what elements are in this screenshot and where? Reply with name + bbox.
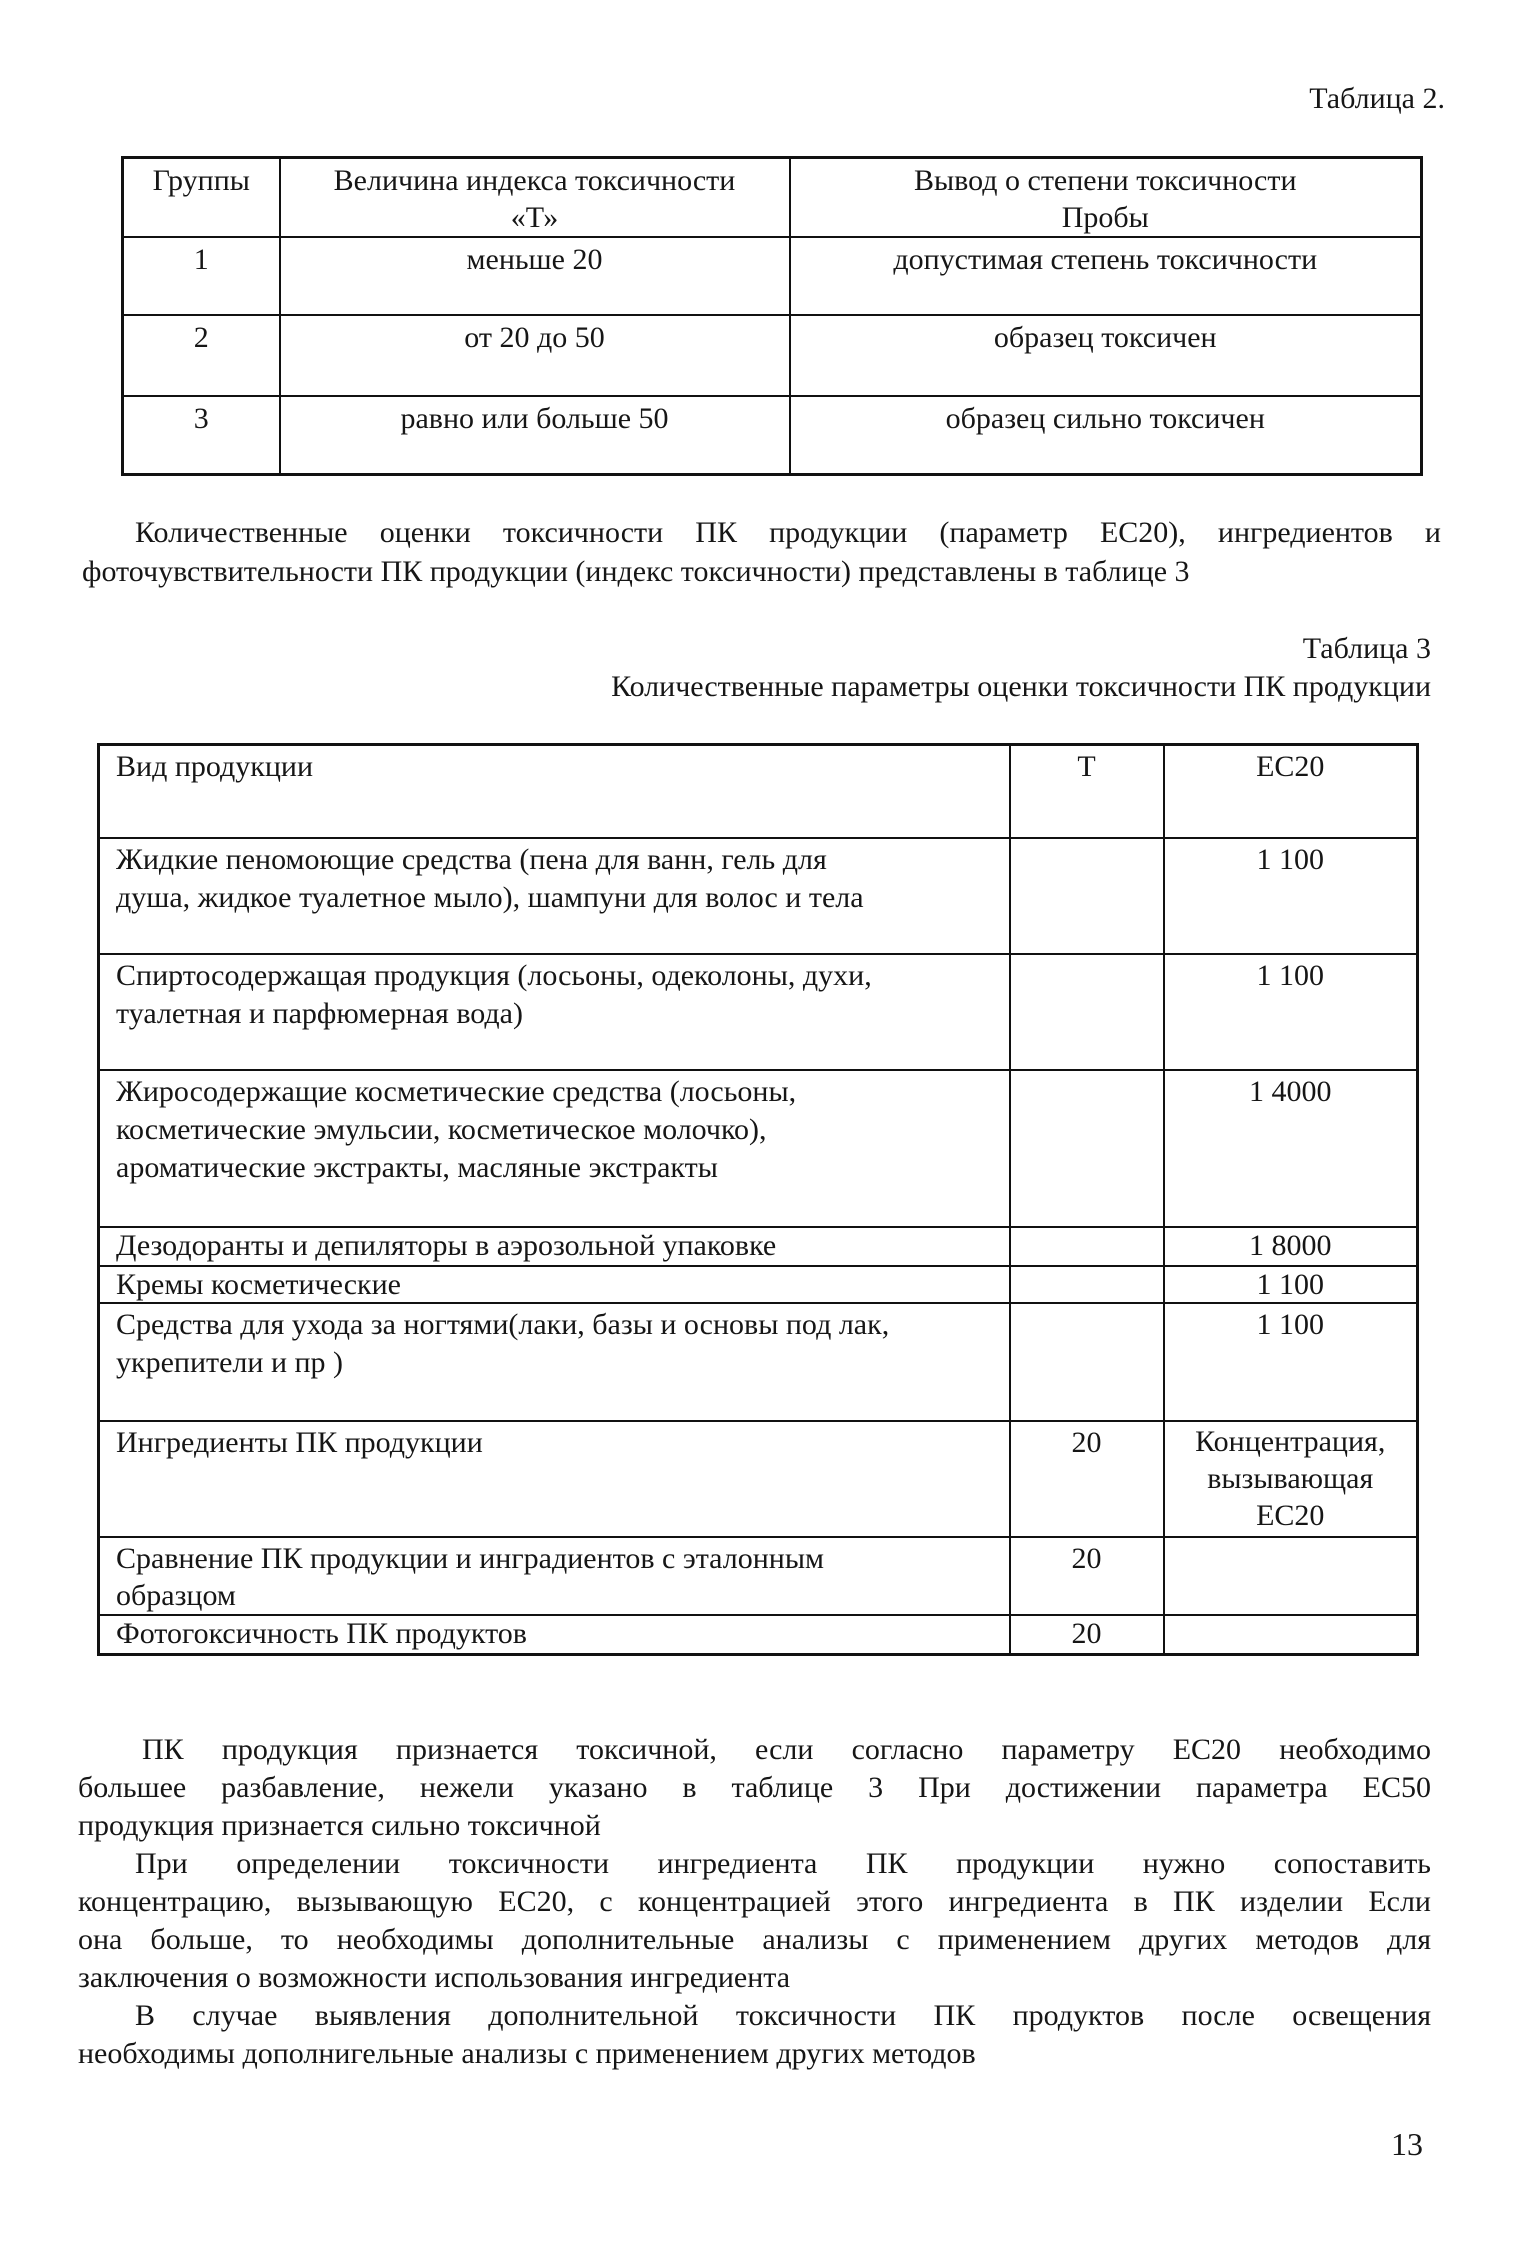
column-header-conclusion [790,158,1422,238]
table-cell-group: 2 [123,315,280,396]
table-cell-t-value [1010,1266,1164,1303]
table-3-caption: Таблица 3 [1302,632,1431,665]
cell-line: Жиросодержащие косметические средства (лосьоны, [116,1074,797,1108]
table-header-row [123,158,1422,238]
table-cell-product [99,954,1010,1070]
table-cell-conclusion: образец сильно токсичен [790,396,1422,474]
column-header-line: «Т» [510,201,559,234]
table-cell-product [99,1070,1010,1227]
cell-line: Сравнение ПК продукции и инградиентов с эталонным [116,1541,824,1575]
table-cell-t-value [1010,954,1164,1070]
table-cell-index: равно или больше 50 [280,396,790,474]
column-header-index [280,158,790,238]
table-row [123,237,1422,315]
column-header-line: Группы [152,164,250,197]
paragraph-line: продукция признается сильно токсичной [78,1809,601,1842]
paragraph-line: фоточувствительности ПК продукции (индекс токсичности) представлены в таблице 3 [82,555,1190,588]
table-cell-ec20-value: 1 8000 [1164,1227,1418,1266]
cell-line: косметические эмульсии, косметическое молочко), [116,1112,767,1146]
table-row [99,1537,1418,1615]
cell-line: Ингредиенты ПК продукции [116,1425,483,1459]
table-cell-t-value: 20 [1010,1537,1164,1615]
table-cell-ec20-value: 1 100 [1164,1266,1418,1303]
table-row [99,838,1418,954]
table-3-title: Количественные параметры оценки токсичности ПК продукции [611,670,1431,703]
toxicity-parameters-table [97,743,1419,1656]
table-cell-product [99,1615,1010,1655]
table-cell-product [99,1266,1010,1303]
table-2-caption: Таблица 2. [1309,82,1445,115]
column-header-line: Пробы [1061,201,1149,234]
paragraph [78,1845,1431,1997]
paragraph-line: необходимы дополнигельные анализы с применением других методов [78,2037,976,2070]
column-header-product-type: Вид продукции [99,745,1010,838]
cell-line: ЕС20 [1256,1498,1325,1532]
cell-line: укрепители и пр ) [116,1345,344,1379]
paragraph [78,1731,1431,1845]
cell-line: Спиртосодержащая продукция (лосьоны, одеколоны, духи, [116,958,872,992]
cell-line: Средства для ухода за ногтями(лаки, базы и основы под лак, [116,1307,890,1341]
table-cell-group: 1 [123,237,280,315]
table-row [99,1070,1418,1227]
table-cell-conclusion: образец токсичен [790,315,1422,396]
column-header-line: Величина индекса токсичности [333,164,736,197]
cell-line: вызывающая [1207,1461,1374,1495]
table-cell-product [99,1227,1010,1266]
paragraph-line: При определении токсичности ингредиента ПК продукции нужно сопоставить [135,1847,1431,1880]
table-row [99,954,1418,1070]
table-cell-product [99,1303,1010,1421]
table-cell-group: 3 [123,396,280,474]
table-cell-ec20-value [1164,1615,1418,1655]
table-cell-t-value: 20 [1010,1421,1164,1537]
table-row [99,1303,1418,1421]
table-row [123,315,1422,396]
table-cell-ec20-value: 1 100 [1164,1303,1418,1421]
cell-line: Дезодоранты и депиляторы в аэрозольной упаковке [116,1228,777,1262]
table-row [99,1615,1418,1655]
table-cell-t-value [1010,1303,1164,1421]
table-cell-ec20-value [1164,1421,1418,1537]
cell-line: Жидкие пеномоющие средства (пена для ванн, гель для [116,842,827,876]
table-cell-conclusion: допустимая степень токсичности [790,237,1422,315]
paragraph-line: В случае выявления дополнительной токсичности ПК продуктов после освещения [135,1999,1431,2032]
paragraph-line: ПК продукция признается токсичной, если согласно параметру ЕС20 необходимо [142,1733,1431,1766]
paragraph [78,1997,1431,2073]
table-cell-t-value [1010,1227,1164,1266]
column-header-t: Т [1010,745,1164,838]
cell-line: Концентрация, [1195,1424,1386,1458]
cell-line: душа, жидкое туалетное мыло), шампуни для волос и тела [116,880,864,914]
cell-line: туалетная и парфюмерная вода) [116,996,523,1030]
paragraph-line: большее разбавление, нежели указано в таблице 3 При достижении параметра ЕС50 [78,1771,1431,1804]
cell-line: Кремы косметические [116,1267,401,1301]
table-cell-product [99,838,1010,954]
table-cell-ec20-value: 1 4000 [1164,1070,1418,1227]
table-cell-t-value [1010,1070,1164,1227]
table-cell-t-value [1010,838,1164,954]
table-row [123,396,1422,474]
table-cell-product [99,1421,1010,1537]
body-text [78,1731,1431,2073]
column-header-line: Вывод о степени токсичности [913,164,1297,197]
cell-line: ароматические экстракты, масляные экстракты [116,1150,718,1184]
paragraph-line: Количественные оценки токсичности ПК продукции (параметр ЕС20), ингредиентов и [135,516,1441,549]
table-header-row [99,745,1418,838]
table-row [99,1421,1418,1537]
table-cell-index: от 20 до 50 [280,315,790,396]
cell-line: образцом [116,1578,236,1612]
cell-line: Фотогоксичность ПК продуктов [116,1616,527,1650]
table-cell-t-value: 20 [1010,1615,1164,1655]
paragraph-line: концентрацию, вызывающую ЕС20, с концентрацией этого ингредиента в ПК изделии Если [78,1885,1431,1918]
table-cell-index: меньше 20 [280,237,790,315]
page-number: 13 [1391,2126,1423,2162]
table-row [99,1266,1418,1303]
table-cell-ec20-value [1164,1537,1418,1615]
paragraph-line: она больше, то необходимы дополнительные анализы с применением других методов для [78,1923,1431,1956]
table-cell-ec20-value: 1 100 [1164,954,1418,1070]
column-header-groups [123,158,280,238]
column-header-ec20: ЕС20 [1164,745,1418,838]
paragraph-line: заключения о возможности использования ингредиента [78,1961,791,1994]
table-cell-product [99,1537,1010,1615]
table-row [99,1227,1418,1266]
intro-paragraph [82,513,1441,591]
table-cell-ec20-value: 1 100 [1164,838,1418,954]
toxicity-index-groups-table [121,156,1423,476]
